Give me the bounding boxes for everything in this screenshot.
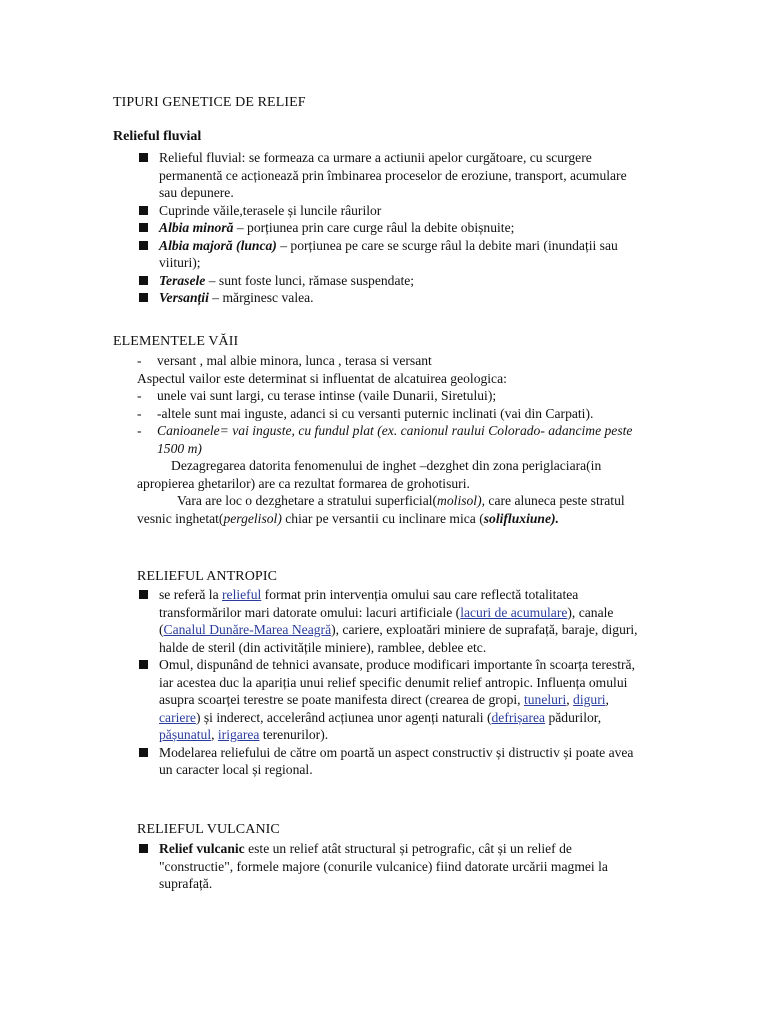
section-heading-antropic: RELIEFUL ANTROPIC bbox=[137, 569, 278, 584]
dash-item: - versant , mal albie minora, lunca , terasa si versant bbox=[137, 353, 432, 368]
square-bullet-icon bbox=[139, 293, 148, 302]
vai-content bbox=[137, 352, 657, 527]
section-heading-vai: ELEMENTELE VĂII bbox=[113, 334, 239, 349]
square-bullet-icon bbox=[139, 223, 148, 232]
vulcanic-list bbox=[137, 840, 657, 893]
square-bullet-icon bbox=[139, 748, 148, 757]
square-bullet-icon bbox=[139, 241, 148, 250]
link-irigarea[interactable]: irigarea bbox=[217, 727, 260, 742]
list-item: Terasele – sunt foste lunci, rămase suspendate; bbox=[137, 272, 647, 290]
list-item: Versanții – mărginesc valea. bbox=[137, 289, 647, 307]
page-title: TIPURI GENETICE DE RELIEF bbox=[113, 95, 306, 110]
paragraph: Dezagregarea datorita fenomenului de inghet –dezghet din zona periglaciara(in apropierea ghetarilor) are ca rezultat formarea de grohotisuri. bbox=[137, 458, 602, 491]
dash-item: - Canioanele= vai inguste, cu fundul plat (ex. canionul raului Colorado- adancime peste 1500 m) bbox=[137, 423, 633, 456]
section-heading-vulcanic: RELIEFUL VULCANIC bbox=[137, 822, 280, 837]
square-bullet-icon bbox=[139, 844, 148, 853]
dash-item: - -altele sunt mai inguste, adanci si cu versanti puternic inclinati (vai din Carpati). bbox=[137, 405, 594, 421]
square-bullet-icon bbox=[139, 590, 148, 599]
link-relieful[interactable]: relieful bbox=[222, 587, 262, 602]
square-bullet-icon bbox=[139, 276, 148, 285]
list-item: Cuprinde văile,terasele și luncile râurilor bbox=[137, 202, 647, 220]
square-bullet-icon bbox=[139, 660, 148, 669]
fluvial-list bbox=[137, 149, 657, 307]
square-bullet-icon bbox=[139, 206, 148, 215]
list-item: Relief vulcanic este un relief atât structural și petrografic, cât și un relief de "constructie", formele majore (conurile vulcanice) fiind datorate urcării magmei la suprafață. bbox=[137, 840, 647, 893]
list-item: se referă la relieful format prin intervenția omului sau care reflectă totalitatea transformărilor mari datorate omului: lacuri artificiale (lacuri de acumulare), canale (Canalul Dunăre-Marea Neagră), cariere, exploatări miniere de suprafață, baraje, diguri, halde de steril (din activitățile miniere), ramblee, deblee etc. bbox=[137, 586, 647, 656]
antropic-list bbox=[137, 586, 657, 779]
link-canalul-dunare-marea-neagra[interactable]: Canalul Dunăre-Marea Neagră bbox=[163, 622, 332, 637]
list-item: Modelarea reliefului de către om poartă un aspect constructiv și distructiv și poate avea un caracter local și regional. bbox=[137, 744, 647, 779]
list-item: Albia minoră – porțiunea prin care curge râul la debite obișnuite; bbox=[137, 219, 647, 237]
paragraph: Vara are loc o dezghetare a stratului superficial(molisol), care aluneca peste stratul vesnic inghetat(pergelisol) chiar pe versantii cu inclinare mica (solifluxiune). bbox=[137, 493, 625, 526]
link-cariere[interactable]: cariere bbox=[159, 709, 196, 725]
list-item: Albia majoră (lunca) – porțiunea pe care se scurge râul la debite mari (inundații sau viituri); bbox=[137, 237, 647, 272]
link-tuneluri[interactable]: tuneluri bbox=[523, 692, 567, 707]
dash-item: - unele vai sunt largi, cu terase intinse (vaile Dunarii, Siretului); bbox=[137, 388, 497, 403]
link-pasunatul[interactable]: pășunatul bbox=[159, 727, 212, 742]
section-heading-fluvial: Relieful fluvial bbox=[113, 129, 202, 144]
list-item: Omul, dispunând de tehnici avansate, produce modificari importante în scoarța terestră, iar acestea duc la apariția unui relief specific denumit relief antropic. Influența omului asupra scoarței terestre se poate manifesta direct (crearea de gropi, tuneluri, diguri, cariere) și inderect, accelerând acțiunea unor agenți naturali (defrișarea pădurilor, pășunatul, irigarea terenurilor). bbox=[137, 656, 647, 744]
paragraph: Aspectul vailor este determinat si influentat de alcatuirea geologica: bbox=[137, 370, 507, 386]
link-diguri[interactable]: diguri bbox=[573, 692, 606, 707]
link-defrisarea[interactable]: defrișarea bbox=[491, 709, 546, 725]
square-bullet-icon bbox=[139, 153, 148, 162]
list-item: Relieful fluvial: se formeaza ca urmare a actiunii apelor curgătoare, cu scurgere permanentă ce acționează prin îmbinarea proceselor de eroziune, transport, acumulare sau depunere. bbox=[137, 149, 647, 202]
link-lacuri-de-acumulare[interactable]: lacuri de acumulare bbox=[460, 604, 568, 620]
